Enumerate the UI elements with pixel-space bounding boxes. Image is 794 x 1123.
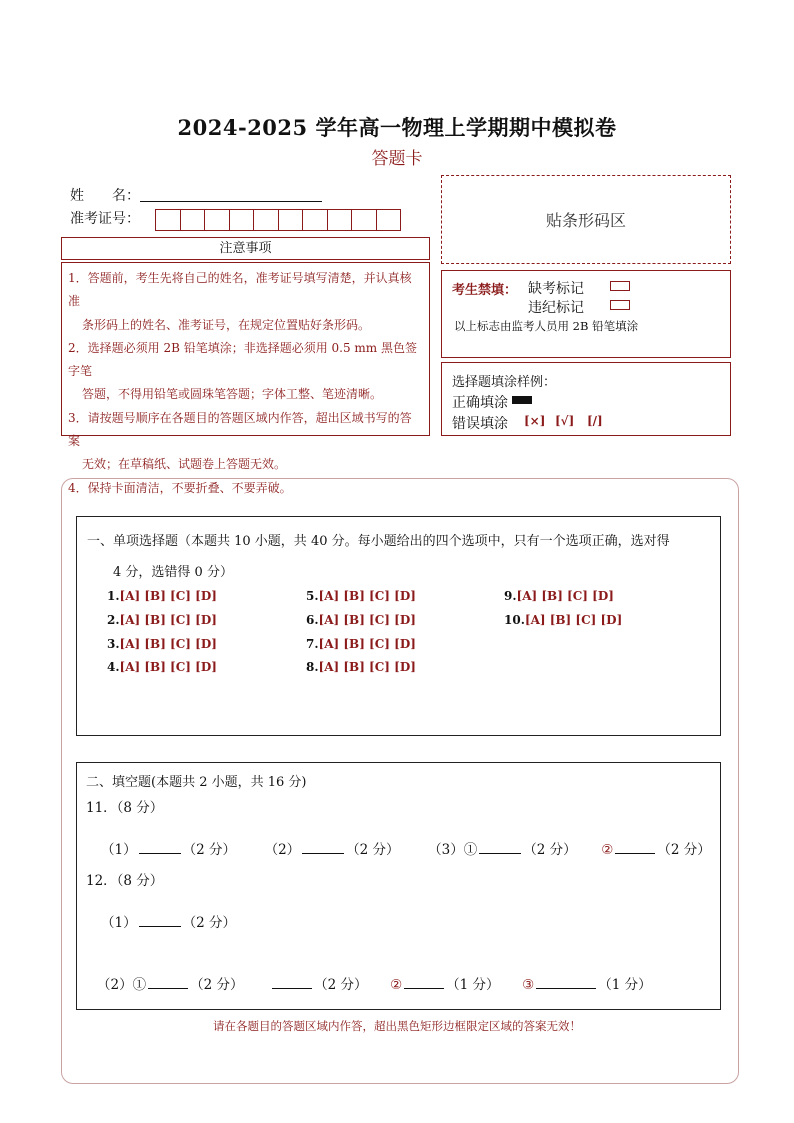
notice-item-4: 4．保持卡面清洁，不要折叠、不要弄破。 <box>68 480 292 495</box>
section1-heading-cont: 4 分，选错得 0 分） <box>113 565 233 580</box>
question-4[interactable]: 4.[A] [B] [C] [D] <box>107 660 217 674</box>
blank-12-1[interactable] <box>139 914 181 927</box>
sample-title: 选择题填涂样例： <box>452 375 557 390</box>
page-subtitle: 答题卡 <box>371 149 423 169</box>
violation-mark-box[interactable] <box>610 300 630 310</box>
section2-heading: 二、填空题(本题共 2 小题，共 16 分) <box>86 775 307 790</box>
id-digit-box[interactable] <box>376 209 402 231</box>
blank-11-2[interactable] <box>302 841 344 854</box>
name-label: 姓 名： <box>70 188 140 204</box>
id-label: 准考证号： <box>70 211 140 227</box>
id-digit-box[interactable] <box>180 209 206 231</box>
notice-item-2: 2．选择题必须用 2B 铅笔填涂；非选择题必须用 0.5 mm 黑色签字笔 <box>68 340 418 379</box>
id-digit-box[interactable] <box>253 209 279 231</box>
violation-label: 违纪标记 <box>528 300 584 316</box>
id-digit-box[interactable] <box>204 209 230 231</box>
wrong-mark-slash: [/] <box>587 414 603 428</box>
absent-label: 缺考标记 <box>528 281 584 297</box>
notice-item-1: 1．答题前，考生先将自己的姓名，准考证号填写清楚，并认真核准 <box>68 271 412 309</box>
forbid-note: 以上标志由监考人员用 2B 铅笔填涂 <box>454 319 639 333</box>
notice-title: 注意事项 <box>61 237 430 260</box>
id-digit-box[interactable] <box>351 209 377 231</box>
question-9[interactable]: 9.[A] [B] [C] [D] <box>504 589 614 603</box>
correct-fill-mark <box>512 396 532 404</box>
blank-11-3a[interactable] <box>479 841 521 854</box>
notice-item-1-cont: 条形码上的姓名、准考证号，在规定位置贴好条形码。 <box>82 317 371 332</box>
question-7[interactable]: 7.[A] [B] [C] [D] <box>306 637 416 651</box>
barcode-area <box>441 175 731 264</box>
wrong-mark-check: [√] <box>555 414 575 428</box>
absent-mark-box[interactable] <box>610 281 630 291</box>
id-digit-box[interactable] <box>327 209 353 231</box>
question-10[interactable]: 10.[A] [B] [C] [D] <box>504 613 623 627</box>
blank-11-1[interactable] <box>139 841 181 854</box>
section1-heading: 一、单项选择题（本题共 10 小题，共 40 分。每小题给出的四个选项中，只有一个选项正确，选对得 <box>87 534 670 549</box>
wrong-mark-x: [×] <box>524 414 546 428</box>
question-12-part2: （2）① （2 分） （2 分） ② （1 分） ③ （1 分） <box>97 977 652 993</box>
blank-11-3b[interactable] <box>615 841 655 854</box>
forbid-label: 考生禁填： <box>452 283 518 298</box>
question-12-part1: （1） （2 分） <box>101 915 236 931</box>
wrong-fill-label: 错误填涂 <box>452 416 508 432</box>
question-1[interactable]: 1.[A] [B] [C] [D] <box>107 589 217 603</box>
notice-item-3: 3．请按题号顺序在各题目的答题区域内作答，超出区域书写的答案 <box>68 410 412 449</box>
examiner-only-box <box>441 270 731 358</box>
notice-item-3-cont: 无效；在草稿纸、试题卷上答题无效。 <box>82 457 287 472</box>
page-title: 2024-2025 学年高一物理上学期期中模拟卷 <box>177 115 617 140</box>
id-digit-box[interactable] <box>278 209 304 231</box>
question-2[interactable]: 2.[A] [B] [C] [D] <box>107 613 217 627</box>
fill-sample-box <box>441 362 731 436</box>
barcode-label: 贴条形码区 <box>545 211 626 230</box>
blank-12-2d[interactable] <box>536 976 596 989</box>
section-fill-blank <box>76 762 721 1010</box>
blank-12-2b[interactable] <box>272 976 312 989</box>
blank-12-2a[interactable] <box>148 976 188 989</box>
id-digit-box[interactable] <box>229 209 255 231</box>
id-digit-box[interactable] <box>302 209 328 231</box>
footer-warning: 请在各题目的答题区域内作答，超出黑色矩形边框限定区域的答案无效！ <box>213 1019 581 1033</box>
blank-12-2c[interactable] <box>404 976 444 989</box>
question-12-label: 12．（8 分） <box>86 873 164 889</box>
notice-box <box>61 262 430 495</box>
id-digit-box[interactable] <box>155 209 181 231</box>
question-8[interactable]: 8.[A] [B] [C] [D] <box>306 660 416 674</box>
question-3[interactable]: 3.[A] [B] [C] [D] <box>107 637 217 651</box>
question-6[interactable]: 6.[A] [B] [C] [D] <box>306 613 416 627</box>
name-field[interactable] <box>140 201 322 202</box>
id-number-boxes[interactable] <box>155 209 400 231</box>
question-5[interactable]: 5.[A] [B] [C] [D] <box>306 589 416 603</box>
correct-fill-label: 正确填涂 <box>452 395 508 411</box>
question-11-answers: （1） （2 分） （2） （2 分） （3）① （2 分） ② （2 分） <box>101 842 711 858</box>
section-multiple-choice <box>76 516 721 736</box>
notice-item-2-cont: 答题，不得用铅笔或圆珠笔答题；字体工整、笔迹清晰。 <box>82 387 383 402</box>
question-11-label: 11．（8 分） <box>86 800 164 816</box>
